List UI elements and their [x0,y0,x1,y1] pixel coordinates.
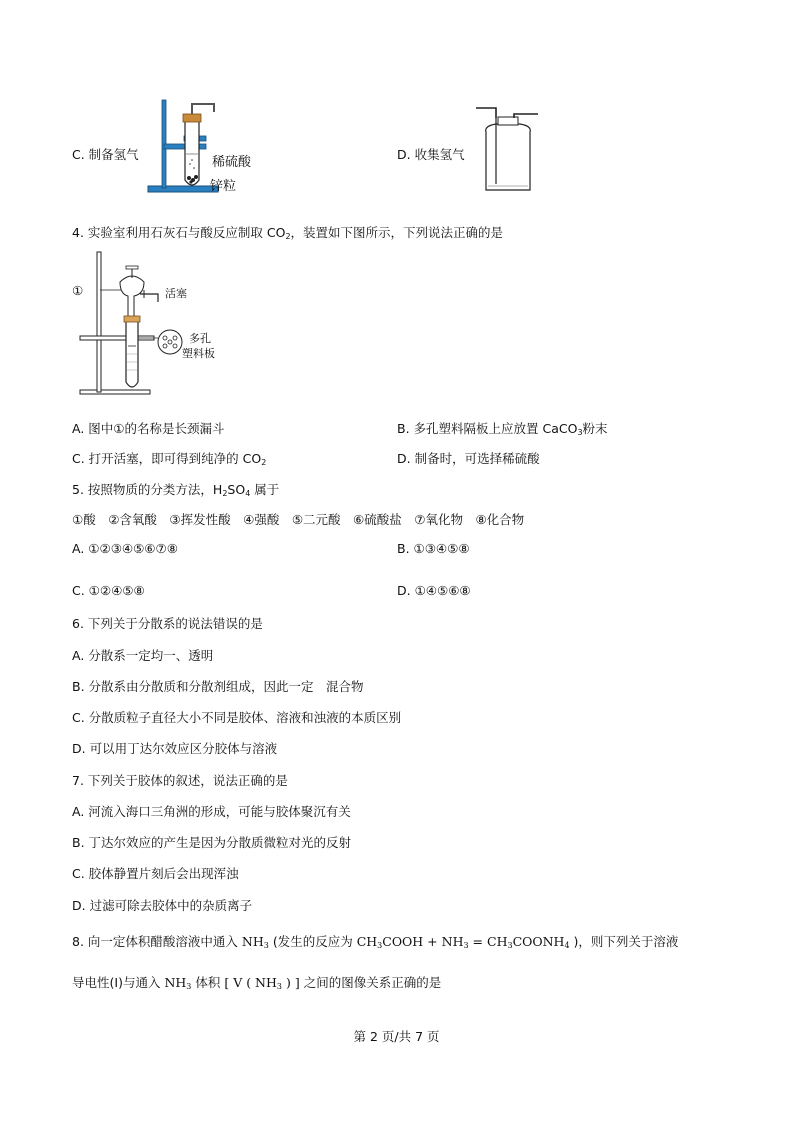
apparatus-hydrogen-generation [140,98,260,201]
q6-option-c: C. 分散质粒子直径大小不同是胶体、溶液和浊液的本质区别 [72,710,402,725]
q7-stem: 7. 下列关于胶体的叙述，说法正确的是 [72,773,288,788]
q4-option-d: D. 制备时，可选择稀硫酸 [397,451,540,466]
co2-generator-apparatus [70,250,220,403]
q6-option-b: B. 分散系由分散质和分散剂组成，因此一定 混合物 [72,679,364,694]
q8-stem-line2: 导电性(I)与通入 $NH_3$ 体积 [ V ( $NH_3$ ) ] 之间的图像关系正确的是 [72,975,442,991]
q3-option-c-label: C. 制备氢气 [72,147,139,162]
page-footer: 第 2 页/共 7 页 [353,1029,440,1044]
plate-label-line1: 多孔 [189,332,211,345]
q4-option-b: B. 多孔塑料隔板上应放置 CaCO$_3$粉末 [397,421,608,437]
plate-label-line2: 塑料板 [182,347,215,360]
q8-stem-line1: 8. 向一定体积醋酸溶液中通入 $NH_3$ (发生的反应为 $CH_3COOH + NH_3$ = $CH_3COONH_4$ )，则下列关于溶液 [72,934,679,950]
q6-option-a: A. 分散系一定均一、透明 [72,648,214,663]
acid-label: 稀硫酸 [212,155,252,170]
gas-collection-bottle [476,104,546,199]
q5-option-a: A. ①②③④⑤⑥⑦⑧ [72,541,178,556]
q7-option-d: D. 过滤可除去胶体中的杂质离子 [72,898,253,913]
q4-option-a: A. 图中①的名称是长颈漏斗 [72,421,225,436]
q6-option-d: D. 可以用丁达尔效应区分胶体与溶液 [72,741,278,756]
q7-option-a: A. 河流入海口三角洲的形成，可能与胶体聚沉有关 [72,804,351,819]
q4-stem: 4. 实验室利用石灰石与酸反应制取 $CO_2$，装置如下图所示，下列说法正确的是 [72,225,504,241]
q3-option-d-label: D. 收集氢气 [397,147,465,162]
q5-option-c: C. ①②④⑤⑧ [72,583,145,598]
q7-option-c: C. 胶体静置片刻后会出现浑浊 [72,866,239,881]
valve-label: 活塞 [165,287,187,300]
q5-option-d: D. ①④⑤⑥⑧ [397,583,471,598]
zinc-label: 锌粒 [210,179,237,194]
q7-option-b: B. 丁达尔效应的产生是因为分散质微粒对光的反射 [72,835,352,850]
q4-option-c: C. 打开活塞，即可得到纯净的 $CO_2$ [72,451,267,467]
q6-stem: 6. 下列关于分散系的说法错误的是 [72,616,263,631]
q5-option-b: B. ①③④⑤⑧ [397,541,470,556]
q5-stem: 5. 按照物质的分类方法，$H_2SO_4$ 属于 [72,482,280,498]
fig-marker-1: ① [72,283,84,298]
q5-items: ①酸 ②含氧酸 ③挥发性酸 ④强酸 ⑤二元酸 ⑥硫酸盐 ⑦氧化物 ⑧化合物 [72,512,525,527]
